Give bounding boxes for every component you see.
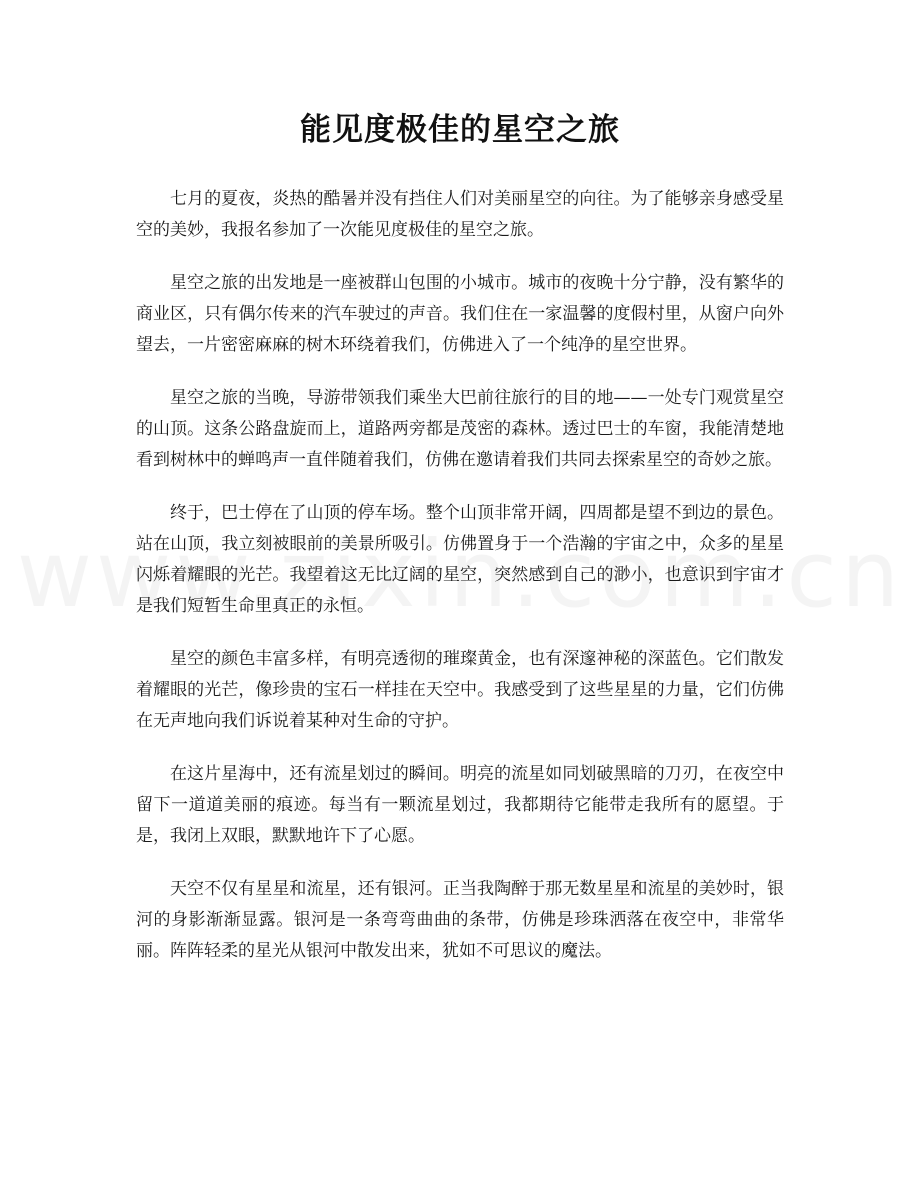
paragraph-7: 天空不仅有星星和流星，还有银河。正当我陶醉于那无数星星和流星的美妙时，银河的身影渐渐显露。银河是一条弯弯曲曲的条带，仿佛是珍珠洒落在夜空中，非常华丽。阵阵轻柔的星光从银河中散发出来，犹如不可思议的魔法。 <box>136 879 784 961</box>
paragraph-4: 终于，巴士停在了山顶的停车场。整个山顶非常开阔，四周都是望不到边的景色。站在山顶，我立刻被眼前的美景所吸引。仿佛置身于一个浩瀚的宇宙之中，众多的星星闪烁着耀眼的光芒。我望着这无比辽阔的星空，突然感到自己的渺小，也意识到宇宙才是我们短暂生命里真正的永恒。 <box>136 503 784 616</box>
document-body <box>136 184 784 989</box>
document-title: 能见度极佳的星空之旅 <box>300 112 620 148</box>
paragraph-2: 星空之旅的出发地是一座被群山包围的小城市。城市的夜晚十分宁静，没有繁华的商业区，只有偶尔传来的汽车驶过的声音。我们住在一家温馨的度假村里，从窗户向外望去，一片密密麻麻的树木环绕着我们，仿佛进入了一个纯净的星空世界。 <box>136 273 784 355</box>
paragraph-6: 在这片星海中，还有流星划过的瞬间。明亮的流星如同划破黑暗的刀刃，在夜空中留下一道道美丽的痕迹。每当有一颗流星划过，我都期待它能带走我所有的愿望。于是，我闭上双眼，默默地许下了心愿。 <box>136 764 784 846</box>
paragraph-5: 星空的颜色丰富多样，有明亮透彻的璀璨黄金，也有深邃神秘的深蓝色。它们散发着耀眼的光芒，像珍贵的宝石一样挂在天空中。我感受到了这些星星的力量，它们仿佛在无声地向我们诉说着某种对生命的守护。 <box>136 649 784 731</box>
paragraph-3: 星空之旅的当晚，导游带领我们乘坐大巴前往旅行的目的地——一处专门观赏星空的山顶。这条公路盘旋而上，道路两旁都是茂密的森林。透过巴士的车窗，我能清楚地看到树林中的蝉鸣声一直伴随着我们，仿佛在邀请着我们共同去探索星空的奇妙之旅。 <box>136 388 784 470</box>
paragraph-1: 七月的夏夜，炎热的酷暑并没有挡住人们对美丽星空的向往。为了能够亲身感受星空的美妙，我报名参加了一次能见度极佳的星空之旅。 <box>136 189 784 240</box>
